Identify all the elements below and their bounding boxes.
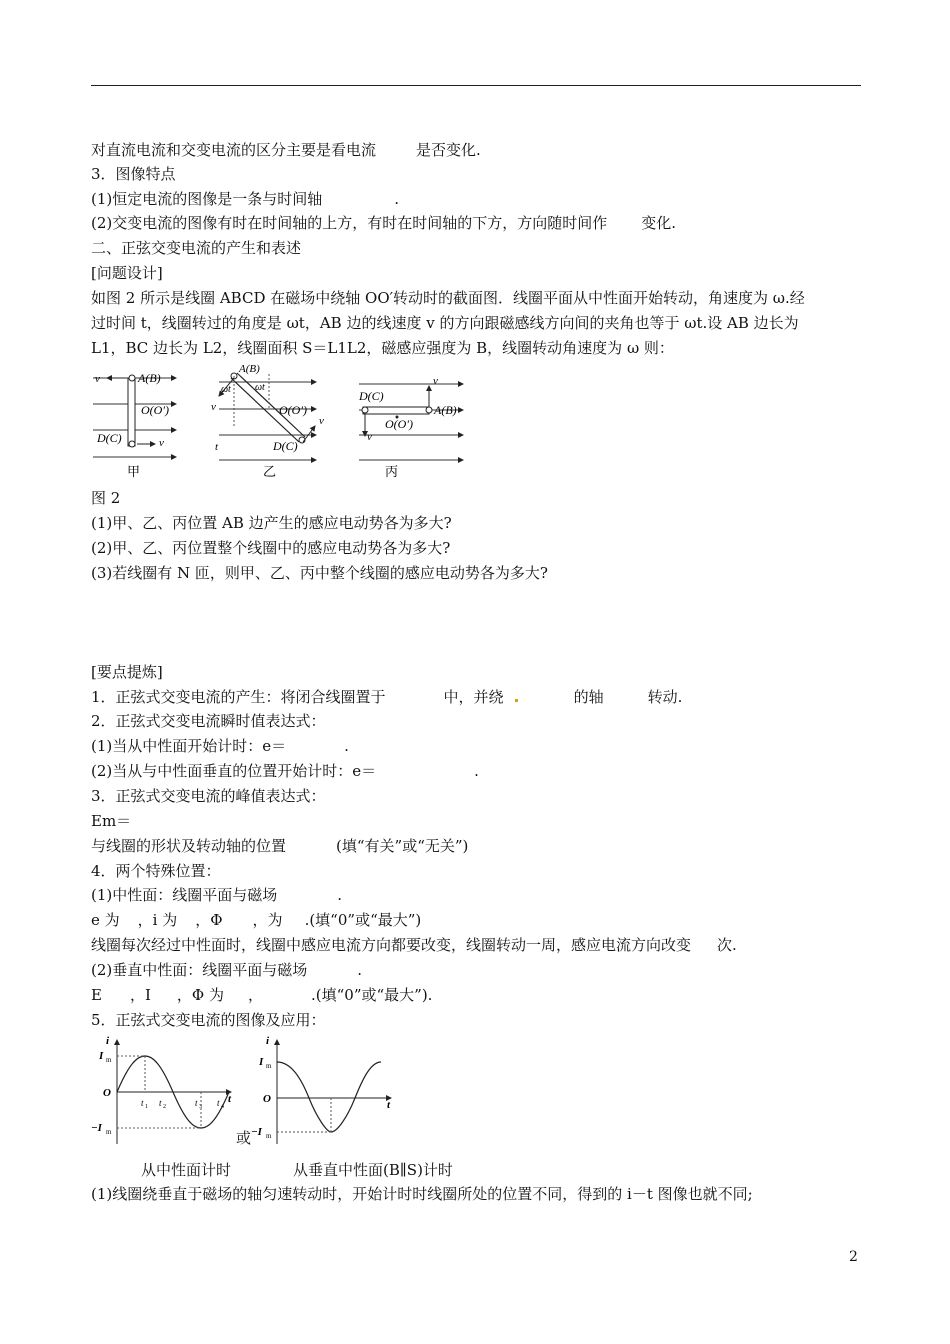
svg-text:t: t xyxy=(195,1098,198,1108)
figure-2-coil-diagram xyxy=(91,364,471,484)
svg-text:1: 1 xyxy=(145,1104,148,1110)
question: (3)若线圈有 N 匝，则甲、乙、丙中整个线圈的感应电动势各为多大? xyxy=(91,564,548,582)
question: (2)甲、乙、丙位置整个线圈中的感应电动势各为多大? xyxy=(91,539,451,557)
svg-text:v: v xyxy=(433,375,438,387)
svg-text:O: O xyxy=(103,1087,111,1099)
svg-text:O: O xyxy=(263,1093,271,1105)
page-number: 2 xyxy=(849,1249,858,1265)
text-line: Em＝ xyxy=(91,812,132,830)
text-line: 对直流电流和交变电流的区分主要是看电流 是否变化. xyxy=(91,141,481,159)
svg-text:2: 2 xyxy=(163,1104,166,1110)
graph-caption-1: 从中性面计时 xyxy=(141,1161,232,1179)
panel-yi xyxy=(211,364,324,479)
svg-text:甲: 甲 xyxy=(127,464,141,479)
svg-text:m: m xyxy=(266,1062,272,1070)
svg-text:ωt: ωt xyxy=(221,384,231,395)
text-line: (1)恒定电流的图像是一条与时间轴 . xyxy=(91,190,400,208)
subsection-label: [要点提炼] xyxy=(91,663,163,681)
panel-jia xyxy=(93,371,176,479)
svg-text:t: t xyxy=(215,441,219,453)
panel-bing xyxy=(358,375,463,479)
section-heading: 3．图像特点 xyxy=(91,165,176,183)
svg-text:丙: 丙 xyxy=(385,464,399,479)
text-line: 2．正弦式交变电流瞬时值表达式： xyxy=(91,712,326,730)
svg-text:A(B): A(B) xyxy=(239,364,260,375)
text-line: (2)当从与中性面垂直的位置开始计时：e＝ . xyxy=(91,762,479,780)
question: (1)甲、乙、丙位置 AB 边产生的感应电动势各为多大? xyxy=(91,514,452,532)
svg-text:−I: −I xyxy=(251,1126,262,1138)
text-line: (1)当从中性面开始计时：e＝ . xyxy=(91,737,349,755)
text-line: 如图 2 所示是线圈 ABCD 在磁场中绕轴 OO′转动时的截面图．线圈平面从中性面开始转动，角速度为 ω.经 xyxy=(91,289,805,307)
svg-text:t: t xyxy=(217,1098,220,1108)
svg-text:m: m xyxy=(106,1128,112,1136)
svg-text:4: 4 xyxy=(221,1104,224,1110)
svg-text:ωt: ωt xyxy=(255,382,265,393)
svg-text:D(C): D(C) xyxy=(273,439,298,453)
graph-cosine xyxy=(251,1035,391,1144)
svg-text:i: i xyxy=(106,1035,110,1047)
subsection-label: [问题设计] xyxy=(91,264,163,282)
svg-text:I: I xyxy=(99,1050,104,1062)
svg-text:t: t xyxy=(228,1093,232,1105)
svg-text:v: v xyxy=(159,437,164,449)
svg-text:A(B): A(B) xyxy=(434,403,457,417)
svg-text:I: I xyxy=(259,1056,264,1068)
text-line: 1．正弦式交变电流的产生：将闭合线圈置于 中，并绕 的轴 转动. xyxy=(91,688,683,706)
text-line: 5．正弦式交变电流的图像及应用： xyxy=(91,1011,326,1029)
svg-text:t: t xyxy=(159,1098,162,1108)
svg-text:m: m xyxy=(266,1132,272,1140)
text-line: (2)交变电流的图像有时在时间轴的上方，有时在时间轴的下方，方向随时间作 变化. xyxy=(91,214,677,232)
text-line: L1，BC 边长为 L2，线圈面积 S＝L1L2，磁感应强度为 B，线圈转动角速度为 ω 则： xyxy=(91,339,674,357)
svg-text:m: m xyxy=(106,1056,112,1064)
svg-text:t: t xyxy=(141,1098,144,1108)
text-line: 线圈每次经过中性面时，线圈中感应电流方向都要改变，线圈转动一周，感应电流方向改变 次. xyxy=(91,936,737,954)
text-line: 与线圈的形状及转动轴的位置 (填“有关”或“无关”) xyxy=(91,837,469,855)
graph-caption-2: 从垂直中性面(B∥S)计时 xyxy=(293,1161,453,1179)
svg-text:A(B): A(B) xyxy=(138,371,161,385)
svg-text:乙: 乙 xyxy=(263,464,277,479)
svg-text:v: v xyxy=(367,431,372,443)
graph-sine xyxy=(91,1035,232,1144)
svg-text:v: v xyxy=(95,373,100,385)
text-line: 过时间 t，线圈转过的角度是 ωt，AB 边的线速度 v 的方向跟磁感线方向间的夹角也等于 ωt.设 AB 边长为 xyxy=(91,314,799,332)
text-line: E ，I ，Φ 为 ， .(填“0”或“最大”). xyxy=(91,986,433,1004)
figure-caption: 图 2 xyxy=(91,489,121,507)
section-heading: 二、正弦交变电流的产生和表述 xyxy=(91,239,302,257)
header-rule xyxy=(91,85,861,86)
svg-text:O(O′): O(O′) xyxy=(385,417,413,431)
svg-text:t: t xyxy=(387,1099,391,1111)
svg-text:v: v xyxy=(211,401,216,413)
text-line: e 为 ，i 为 ，Φ ，为 .(填“0”或“最大”) xyxy=(91,911,422,929)
svg-text:i: i xyxy=(266,1035,270,1047)
text-line: 4．两个特殊位置： xyxy=(91,862,221,880)
text-line: (1)中性面：线圈平面与磁场 . xyxy=(91,886,343,904)
text-line: 3．正弦式交变电流的峰值表达式： xyxy=(91,787,326,805)
text-line: (1)线圈绕垂直于磁场的轴匀速转动时，开始计时时线圈所处的位置不同，得到的 i－t 图像也就不同; xyxy=(91,1185,753,1203)
svg-text:3: 3 xyxy=(199,1104,202,1110)
svg-text:D(C): D(C) xyxy=(97,431,122,445)
text-line: (2)垂直中性面：线圈平面与磁场 . xyxy=(91,961,363,979)
svg-text:D(C): D(C) xyxy=(359,389,384,403)
svg-text:v: v xyxy=(319,415,324,427)
svg-text:O(O′): O(O′) xyxy=(141,403,169,417)
svg-text:−I: −I xyxy=(91,1122,102,1134)
or-label: 或 xyxy=(236,1129,252,1147)
svg-text:O(O′): O(O′) xyxy=(279,403,307,417)
